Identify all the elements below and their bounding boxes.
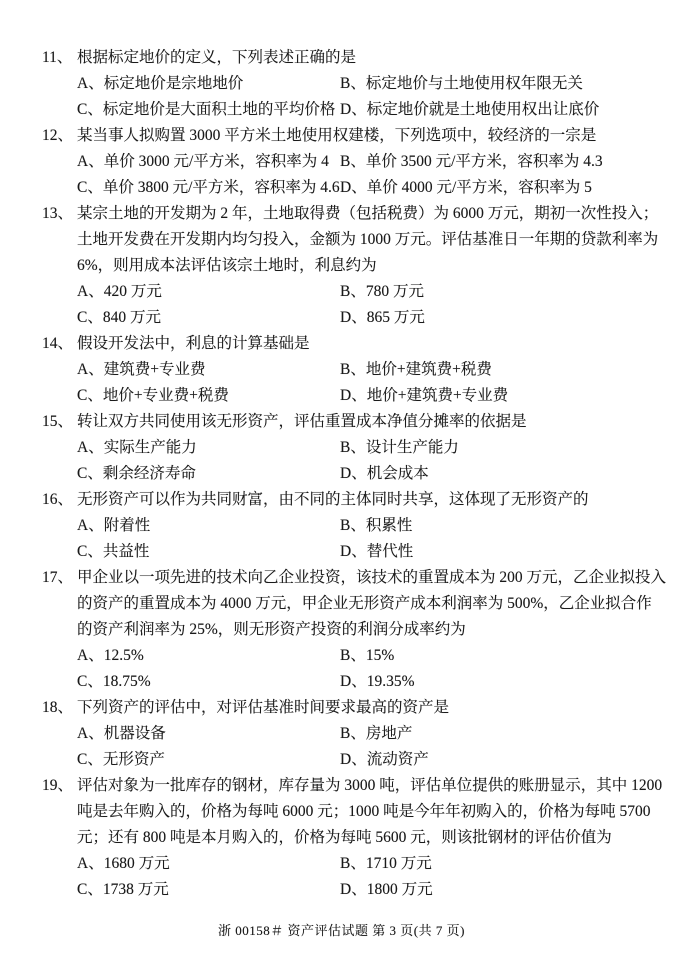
option-c <box>77 539 340 565</box>
option-row <box>42 721 653 747</box>
option-b <box>340 721 412 747</box>
question-11 <box>42 45 653 123</box>
option-row <box>42 305 653 331</box>
question-stem <box>42 487 653 513</box>
question-number: 15、 <box>42 413 74 430</box>
option-d <box>340 747 429 773</box>
option-label: C、 <box>77 309 103 326</box>
option-row <box>42 357 653 383</box>
question-17 <box>42 565 667 695</box>
question-13 <box>42 201 659 331</box>
option-c <box>77 877 340 903</box>
question-stem-text: 某当事人拟购置 3000 平方米土地使用权建楼，下列选项中，较经济的一宗是 <box>77 127 597 144</box>
question-number: 16、 <box>42 491 74 508</box>
option-row <box>42 461 653 487</box>
option-text: 附着性 <box>103 517 151 534</box>
option-label: D、 <box>340 543 367 560</box>
option-label: C、 <box>77 673 103 690</box>
option-row <box>42 175 653 201</box>
question-number: 11、 <box>42 49 73 66</box>
option-c <box>77 383 340 409</box>
option-label: D、 <box>340 881 367 898</box>
option-row <box>42 851 653 877</box>
option-text: 865 万元 <box>366 309 425 326</box>
option-text: 房地产 <box>365 725 413 742</box>
option-c <box>77 305 340 331</box>
option-row <box>42 539 653 565</box>
option-label: D、 <box>340 673 367 690</box>
question-number: 18、 <box>42 699 74 716</box>
question-stem <box>42 45 653 71</box>
question-stem-line: 的资产的重置成本为 4000 万元，甲企业无形资产成本利润率为 500%，乙企业拟合作 <box>77 595 652 612</box>
option-label: B、 <box>340 647 366 664</box>
option-label: D、 <box>340 387 367 404</box>
option-label: C、 <box>77 101 103 118</box>
question-stem-line: 土地开发费在开发期内均匀投入，金额为 1000 万元。评估基准日一年期的贷款利率为 <box>77 231 659 248</box>
question-number: 13、 <box>42 205 74 222</box>
option-d <box>340 383 508 409</box>
question-stem <box>42 695 653 721</box>
option-row <box>42 97 653 123</box>
option-text: 标定地价是大面积土地的平均价格 <box>102 101 336 118</box>
option-label: A、 <box>77 855 104 872</box>
option-b <box>340 851 432 877</box>
option-row <box>42 71 653 97</box>
question-stem-line: 6%，则用成本法评估该宗土地时，利息约为 <box>77 257 377 274</box>
question-stem-line: 吨是去年购入的，价格为每吨 6000 元；1000 吨是今年年初购入的，价格为每吨 5700 <box>77 803 651 820</box>
option-c <box>77 461 340 487</box>
option-text: 流动资产 <box>366 751 429 768</box>
option-d <box>340 461 429 487</box>
question-stem <box>42 331 653 357</box>
question-stem-text: 假设开发法中，利息的计算基础是 <box>77 335 310 352</box>
option-a <box>77 435 340 461</box>
question-list <box>42 45 667 903</box>
option-text: 12.5% <box>103 647 144 664</box>
option-text: 替代性 <box>366 543 414 560</box>
question-14 <box>42 331 653 409</box>
option-c <box>77 97 340 123</box>
option-text: 1680 万元 <box>103 855 170 872</box>
option-text: 单价 4000 元/平方米，容积率为 5 <box>366 179 592 196</box>
option-text: 标定地价是宗地地价 <box>103 75 244 92</box>
option-b <box>340 149 603 175</box>
option-text: 标定地价就是土地使用权出让底价 <box>366 101 600 118</box>
question-19 <box>42 773 663 903</box>
option-a <box>77 643 340 669</box>
option-row <box>42 643 653 669</box>
question-stem <box>42 123 653 149</box>
question-stem-text: 无形资产可以作为共同财富，由不同的主体同时共享，这体现了无形资产的 <box>77 491 589 508</box>
option-row <box>42 747 653 773</box>
option-label: D、 <box>340 101 367 118</box>
option-b <box>340 357 492 383</box>
option-label: B、 <box>340 75 366 92</box>
option-text: 机器设备 <box>103 725 166 742</box>
option-row <box>42 669 653 695</box>
option-a <box>77 71 340 97</box>
option-text: 共益性 <box>102 543 150 560</box>
option-a <box>77 851 340 877</box>
option-a <box>77 513 340 539</box>
option-a <box>77 149 340 175</box>
option-label: B、 <box>340 361 366 378</box>
option-text: 地价+建筑费+专业费 <box>366 387 509 404</box>
option-label: A、 <box>77 725 104 742</box>
option-d <box>340 877 433 903</box>
option-label: B、 <box>340 725 366 742</box>
question-12 <box>42 123 653 201</box>
question-stem-text: 转让双方共同使用该无形资产，评估重置成本净值分摊率的依据是 <box>77 413 527 430</box>
option-c <box>77 175 340 201</box>
option-text: 19.35% <box>366 673 415 690</box>
option-row <box>42 877 653 903</box>
option-label: A、 <box>77 439 104 456</box>
question-stem-line: 的资产利润率为 25%，则无形资产投资的利润分成率约为 <box>77 621 466 638</box>
question-15 <box>42 409 653 487</box>
question-stem <box>42 409 653 435</box>
option-label: B、 <box>340 283 366 300</box>
option-label: B、 <box>340 855 366 872</box>
option-label: C、 <box>77 751 103 768</box>
option-text: 建筑费+专业费 <box>103 361 206 378</box>
question-number: 14、 <box>42 335 74 352</box>
option-text: 无形资产 <box>102 751 165 768</box>
option-d <box>340 669 415 695</box>
option-row <box>42 279 653 305</box>
option-b <box>340 643 394 669</box>
option-a <box>77 721 340 747</box>
option-label: A、 <box>77 647 104 664</box>
question-stem-text: 甲企业以一项先进的技术向乙企业投资，该技术的重置成本为 200 万元，乙企业拟投入 <box>77 569 667 586</box>
option-label: C、 <box>77 465 103 482</box>
option-text: 420 万元 <box>103 283 162 300</box>
question-stem <box>42 565 667 591</box>
option-b <box>340 435 459 461</box>
question-18 <box>42 695 653 773</box>
option-text: 840 万元 <box>102 309 161 326</box>
option-text: 1800 万元 <box>366 881 433 898</box>
option-label: A、 <box>77 361 104 378</box>
option-label: B、 <box>340 153 366 170</box>
option-label: A、 <box>77 75 104 92</box>
option-text: 单价 3800 元/平方米，容积率为 4.6 <box>102 179 340 196</box>
question-stem <box>42 201 659 227</box>
question-number: 19、 <box>42 777 74 794</box>
question-number: 17、 <box>42 569 74 586</box>
option-text: 780 万元 <box>365 283 424 300</box>
option-b <box>340 513 412 539</box>
option-text: 积累性 <box>365 517 413 534</box>
option-c <box>77 747 340 773</box>
option-label: C、 <box>77 881 103 898</box>
option-a <box>77 279 340 305</box>
option-row <box>42 149 653 175</box>
question-stem-line: 元；还有 800 吨是本月购入的，价格为每吨 5600 元，则该批钢材的评估价值为 <box>77 829 612 846</box>
question-number: 12、 <box>42 127 74 144</box>
option-label: A、 <box>77 283 104 300</box>
option-label: A、 <box>77 517 104 534</box>
option-b <box>340 71 583 97</box>
option-text: 1710 万元 <box>365 855 432 872</box>
question-stem-text: 根据标定地价的定义，下列表述正确的是 <box>77 49 357 66</box>
option-d <box>340 539 413 565</box>
option-b <box>340 279 424 305</box>
option-label: C、 <box>77 543 103 560</box>
option-row <box>42 513 653 539</box>
option-text: 1738 万元 <box>102 881 169 898</box>
option-text: 单价 3000 元/平方米，容积率为 4 <box>103 153 329 170</box>
option-text: 单价 3500 元/平方米，容积率为 4.3 <box>365 153 603 170</box>
option-text: 机会成本 <box>366 465 429 482</box>
option-text: 标定地价与土地使用权年限无关 <box>365 75 583 92</box>
option-label: B、 <box>340 517 366 534</box>
option-label: D、 <box>340 751 367 768</box>
option-a <box>77 357 340 383</box>
option-text: 设计生产能力 <box>365 439 459 456</box>
question-stem-text: 某宗土地的开发期为 2 年，土地取得费（包括税费）为 6000 万元，期初一次性投入； <box>77 205 659 222</box>
question-stem-text: 下列资产的评估中，对评估基准时间要求最高的资产是 <box>77 699 450 716</box>
question-16 <box>42 487 653 565</box>
option-text: 剩余经济寿命 <box>102 465 196 482</box>
option-label: A、 <box>77 153 104 170</box>
option-text: 15% <box>365 647 395 664</box>
option-row <box>42 383 653 409</box>
option-text: 实际生产能力 <box>103 439 197 456</box>
question-stem-text: 评估对象为一批库存的钢材，库存量为 3000 吨，评估单位提供的账册显示，其中 1200 <box>77 777 663 794</box>
option-text: 地价+建筑费+税费 <box>365 361 492 378</box>
option-d <box>340 305 425 331</box>
option-row <box>42 435 653 461</box>
option-label: C、 <box>77 179 103 196</box>
option-d <box>340 175 592 201</box>
option-label: D、 <box>340 465 367 482</box>
question-stem <box>42 773 663 799</box>
page-footer: 浙 00158＃ 资产评估试题 第 3 页(共 7 页) <box>218 923 465 938</box>
option-c <box>77 669 340 695</box>
option-text: 18.75% <box>102 673 151 690</box>
option-label: B、 <box>340 439 366 456</box>
option-label: D、 <box>340 179 367 196</box>
option-text: 地价+专业费+税费 <box>102 387 229 404</box>
option-label: D、 <box>340 309 367 326</box>
option-label: C、 <box>77 387 103 404</box>
option-d <box>340 97 599 123</box>
